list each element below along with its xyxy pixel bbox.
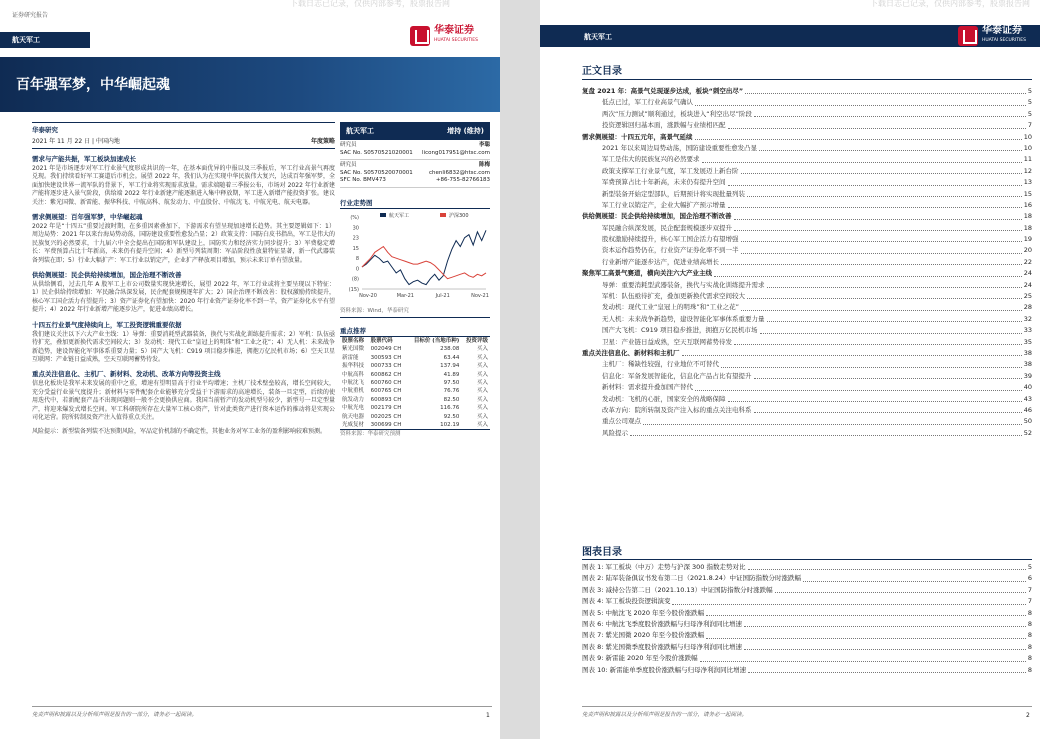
analyst-list (340, 140, 490, 188)
table-cell: 600760 CH (370, 380, 402, 387)
table-header-cell: 股票代码 (370, 338, 393, 344)
toc-page: 35 (1023, 337, 1032, 346)
legend-label: 航天军工 (389, 212, 410, 219)
toc-page: 10 (1023, 143, 1032, 152)
stock-source: 资料来源：华泰研究预测 (340, 429, 490, 439)
toc-entry (582, 302, 1032, 313)
toc-page: 12 (1023, 166, 1032, 175)
toc-label: 2021 年以来周边局势动荡，国防建设重要性愈发凸显 (602, 143, 758, 152)
table-row (340, 396, 490, 404)
toc-page: 16 (1023, 200, 1032, 209)
toc-entry (582, 325, 1032, 336)
toc-label: 发动机：飞机的心脏，国家安全的战略保障 (602, 394, 726, 403)
toc-page: 5 (1027, 109, 1032, 118)
toc-page: 18 (1023, 223, 1032, 232)
toc-entry (582, 291, 1032, 302)
figure-page: 8 (1027, 654, 1032, 663)
table-cell: 买入 (476, 413, 488, 420)
legend-swatch (380, 213, 386, 217)
toc-page: 5 (1027, 98, 1032, 107)
footer-disclaimer: 免责声明和披露以及分析师声明是报告的一部分，请务必一起阅读。 (582, 712, 748, 718)
figure-label: 图表 6: 中航沈飞季度股价涨跌幅与归母净利润同比增速 (582, 619, 742, 628)
toc-label: 投资逻辑回归基本面，涨跌幅与业绩相匹配 (602, 121, 726, 130)
page-number: 2 (1026, 712, 1030, 719)
analyst-sac: SAC No. S0570520070001 (340, 169, 413, 176)
section-heading: 需求侧展望：百年强军梦，中华崛起魂 (32, 213, 143, 222)
table-cell: 600862 CH (370, 371, 402, 378)
toc-page: 19 (1023, 235, 1032, 244)
toc-label: 导弹：重要消耗型武器装备，换代与实战化训练提升需求 (602, 280, 765, 289)
x-tick-label: Nov-20 (359, 292, 377, 299)
analyst-sfc-row (340, 177, 490, 185)
analyst-name: 陈梅 (478, 162, 490, 168)
rating-value: 增持 (维持) (447, 127, 484, 135)
rating-industry: 航天军工 (346, 127, 374, 135)
x-tick-label: Nov-21 (471, 292, 489, 299)
toc-page: 22 (1023, 257, 1032, 266)
title-banner (0, 57, 500, 112)
watermark: 下载日志已记录，仅供内部参考，股票报告网 (290, 0, 450, 8)
toc-page: 33 (1023, 326, 1032, 335)
toc-label: 主机厂：稀缺性较强，行业地位不可替代 (602, 360, 719, 369)
brand-logo (410, 26, 478, 46)
summary-sections (32, 154, 335, 422)
table-cell: 买入 (476, 363, 488, 370)
table-cell: 买入 (476, 405, 488, 412)
figure-page: 6 (1027, 574, 1032, 583)
table-cell: 63.44 (443, 354, 460, 361)
series-line-0 (362, 230, 486, 284)
toc-entry (582, 109, 1032, 120)
toc-page: 38 (1023, 348, 1032, 357)
toc-page: 39 (1023, 371, 1032, 380)
toc-entry (582, 120, 1032, 131)
table-cell: 600893 CH (370, 396, 402, 403)
toc-entry (582, 348, 1032, 359)
table-cell: 买入 (476, 346, 488, 353)
logo-en: HUATAI SECURITIES (434, 38, 479, 43)
watermark: 下载日志已记录，仅供内部参考，股票报告网 (870, 0, 1030, 8)
top-label: 证券研究报告 (12, 12, 49, 19)
table-cell: 102.19 (440, 422, 460, 429)
toc-label: 聚焦军工高景气赛道，横向关注六大产业主线 (582, 269, 712, 278)
section-heading: 需求与产能共振，军工板块加速成长 (32, 155, 136, 163)
toc-entry (582, 211, 1032, 222)
figure-page: 8 (1027, 665, 1032, 674)
table-of-contents (582, 86, 1032, 439)
toc-label: 国产大飞机：C919 项目稳步推进，拥抱万亿民机市场 (602, 326, 758, 335)
figure-entry (582, 665, 1032, 676)
date-region: 2021 年 11 月 22 日 | 中国内地 (32, 138, 120, 145)
toc-label: 低点已过，军工行业高景气确认 (602, 98, 693, 107)
industry-tag: 航天军工 (0, 32, 90, 48)
toc-label: 信息化：军备发展智能化，信息化产品占比有望提升 (602, 371, 752, 380)
report-page-2 (540, 0, 1040, 739)
table-cell: 光威复材 (342, 422, 365, 429)
table-cell: 300593 CH (370, 354, 402, 361)
toc-entry (582, 154, 1032, 165)
table-cell: 600765 CH (370, 388, 402, 395)
toc-label: 重点公司观点 (602, 417, 641, 426)
header-bar (540, 25, 1040, 47)
toc-page: 10 (1023, 132, 1032, 141)
analyst-phone: +86-755-82766183 (435, 177, 490, 183)
figure-entry (582, 596, 1032, 607)
legend-swatch (440, 213, 446, 217)
toc-entry (582, 166, 1032, 177)
toc-label: 新材料：需求提升叠加国产替代 (602, 383, 693, 392)
table-cell: 买入 (476, 371, 488, 378)
table-cell: 002049 CH (370, 346, 402, 353)
table-cell: 002025 CH (370, 413, 402, 420)
figure-list (582, 562, 1032, 676)
brand-logo (958, 26, 1026, 46)
figure-label: 图表 7: 紫光国微 2020 年至今股价涨跌幅 (582, 631, 705, 640)
toc-page: 11 (1023, 155, 1032, 164)
figure-page: 8 (1027, 631, 1032, 640)
analyst-sac-row (340, 150, 490, 158)
analyst-role-row (340, 142, 490, 150)
stock-table-title: 重点推荐 (340, 326, 490, 337)
table-cell: 238.08 (440, 346, 460, 353)
table-cell: 000733 CH (370, 363, 402, 370)
legend-label: 沪深300 (449, 212, 469, 219)
figs-title: 图表目录 (582, 547, 622, 558)
logo-cn: 华泰证券 (982, 25, 1022, 36)
table-cell: 中航高科 (342, 371, 365, 378)
logo-mark-icon (410, 26, 430, 46)
toc-entry (582, 359, 1032, 370)
toc-entry (582, 257, 1032, 268)
toc-page: 46 (1023, 405, 1032, 414)
toc-label: 军工行业以销定产，企业大幅扩产预示增量 (602, 200, 726, 209)
series-line-1 (362, 246, 486, 278)
figure-label: 图表 3: 减持公告第二日（2021.10.13）中证国防指数分时涨跌幅 (582, 585, 773, 594)
analyst-sac: SAC No. S0570521020001 (340, 149, 413, 156)
figure-page: 8 (1027, 619, 1032, 628)
toc-label: 重点关注信息化、新材料和主机厂 (582, 348, 680, 357)
table-cell: 紫光国微 (342, 346, 365, 353)
footer-disclaimer: 免责声明和披露以及分析师声明是报告的一部分，请务必一起阅读。 (32, 712, 198, 718)
figure-label: 图表 4: 军工板块投资逻辑演变 (582, 597, 671, 606)
research-label: 华泰研究 (32, 126, 58, 134)
toc-page: 5 (1027, 86, 1032, 95)
table-cell: 振华科技 (342, 363, 365, 370)
analyst-sfc: SFC No. BMV473 (340, 177, 386, 183)
rating-box (340, 122, 490, 140)
report-page-1 (0, 0, 500, 739)
toc-label: 发动机：现代工业“皇冠上的明珠”和“工业之花” (602, 303, 739, 312)
toc-entry (582, 428, 1032, 439)
toc-page: 18 (1023, 212, 1032, 221)
toc-label: 行业新增产能逐步达产，促进业绩高增长 (602, 257, 719, 266)
toc-label: 无人机：未来战争新趋势，建设智能化军事体系重要力量 (602, 314, 765, 323)
toc-label: 需求侧展望：十四五元年，高景气延续 (582, 132, 693, 141)
toc-page: 7 (1027, 121, 1032, 130)
figure-entry (582, 608, 1032, 619)
table-cell: 新雷能 (342, 354, 359, 361)
toc-entry (582, 371, 1032, 382)
table-header-cell: 目标价 (当地币种) (413, 338, 460, 344)
figure-entry (582, 562, 1032, 573)
toc-label: 政策支撑军工行业景气度，军工发展迈上新台阶 (602, 166, 739, 175)
table-cell: 买入 (476, 380, 488, 387)
toc-page: 20 (1023, 246, 1032, 255)
table-row (340, 354, 490, 362)
toc-entry (582, 394, 1032, 405)
table-cell: 买入 (476, 354, 488, 361)
figure-label: 图表 1: 军工板块（中万）走势与沪深 300 指数走势对比 (582, 562, 746, 571)
toc-entry (582, 97, 1032, 108)
table-cell: 002179 CH (370, 405, 402, 412)
toc-entry (582, 416, 1032, 427)
figure-entry (582, 642, 1032, 653)
y-tick-label: 23 (352, 235, 359, 242)
toc-entry (582, 143, 1032, 154)
toc-page: 24 (1023, 269, 1032, 278)
figure-label: 图表 10: 新雷能单季度股价涨跌幅与归母净利润同比增速 (582, 665, 747, 674)
figure-entry (582, 630, 1032, 641)
table-row (340, 421, 490, 429)
table-cell: 买入 (476, 388, 488, 395)
analyst-block (340, 160, 490, 188)
figure-page: 8 (1027, 642, 1032, 651)
table-header-row (340, 337, 490, 345)
logo-mark-icon (958, 26, 978, 46)
table-cell: 中航光电 (342, 405, 365, 412)
table-cell: 买入 (476, 422, 488, 429)
table-row (340, 413, 490, 421)
risk-warning: 风险提示：新型装备列装不达预期风险，军品定价机制的不确定性，其他业务对军工业务的盈利影响较难预测。 (32, 428, 327, 436)
page-number: 1 (486, 712, 490, 719)
toc-entry (582, 405, 1032, 416)
figure-entry (582, 585, 1032, 596)
figure-page: 7 (1027, 585, 1032, 594)
table-row (340, 362, 490, 370)
x-tick-label: Mar-21 (396, 292, 414, 299)
analyst-role: 研究员 (340, 162, 357, 168)
section-heading: 重点关注信息化、主机厂、新材料、发动机、改革方向等投资主线 (32, 370, 221, 379)
toc-page: 43 (1023, 394, 1032, 403)
figure-entry (582, 653, 1032, 664)
figure-page: 8 (1027, 608, 1032, 617)
table-cell: 300699 CH (370, 422, 402, 429)
main-column (32, 122, 335, 437)
figure-page: 5 (1027, 562, 1032, 571)
logo-en: HUATAI SECURITIES (982, 38, 1027, 43)
analyst-role-row (340, 162, 490, 170)
toc-page: 52 (1023, 428, 1032, 437)
toc-entry (582, 132, 1032, 143)
analyst-role: 研究员 (340, 142, 357, 148)
table-row (340, 404, 490, 412)
toc-page: 13 (1023, 178, 1032, 187)
toc-page: 25 (1023, 292, 1032, 301)
figure-label: 图表 2: 陆军装备俱议书发布第二日（2021.8.24）中证国防指数分时涨跌幅 (582, 574, 802, 583)
industry-tag: 航天军工 (584, 33, 612, 41)
table-row (340, 387, 490, 395)
analyst-email: chenli6832@htsc.com (429, 169, 490, 176)
toc-entry (582, 280, 1032, 291)
y-tick-label: 8 (355, 255, 359, 262)
analyst-email: licong017951@htsc.com (422, 149, 490, 156)
toc-entry (582, 314, 1032, 325)
recommend-table (340, 337, 490, 429)
analyst-name: 李聪 (478, 142, 490, 148)
section-body: 从供给侧看，过去几年 A 股军工上市公司数量实现快速增长，展望 2022 年，军工行业或将主要呈现以下特征：1）民企供给持续增加：军民融合纵深发展，民企配套规模逐年扩大；2）国企治理不断改善：股权激励持续提升，核心军工国企活力有望提升；3）资产证券化有望加快：2020 年行业资产证券化率不到一半，资产证券化水平有望提升；4）2022 年行业新增产能逐步达产，促进业绩高增长。 (32, 281, 335, 314)
table-cell: 137.94 (440, 363, 460, 370)
figure-label: 图表 8: 紫光国微季度股价涨跌幅与归母净利润同比增速 (582, 642, 742, 651)
table-cell: 97.50 (443, 380, 460, 387)
toc-entry (582, 268, 1032, 279)
toc-label: 供给侧展望：民企供给持续增加，国企治理不断改善 (582, 212, 732, 221)
toc-entry (582, 337, 1032, 348)
table-cell: 116.76 (440, 405, 460, 412)
toc-entry (582, 200, 1032, 211)
toc-page: 24 (1023, 280, 1032, 289)
table-header-cell: 投资评级 (465, 338, 488, 344)
toc-entry (582, 177, 1032, 188)
toc-entry (582, 189, 1032, 200)
sidebar (340, 122, 490, 439)
toc-label: 卫星：产业链日益成熟，空天互联网蓄势待发 (602, 337, 732, 346)
toc-entry (582, 234, 1032, 245)
section-body: 信息化板块是我军未来发展的重中之重，增速有望明显高于行业平均增速；主机厂技术壁垒较高，增长空间较大，充分受益行业景气度提升；新材料与零件配套企业能够充分受益于下游需求的高速增长，装备一旦定型，后续的使用迭代中，若新配套产品不出现问题则一般不会更换供应商。我国当前暂产的发动机型号较少，新型号一旦定型量产，将迎来爆发式增长空间。军工科研院所存在大量军工核心资产，针对此类资产进行资本运作的推动将是实现公司化运营。院所转制及资产注入值得重点关注。 (32, 380, 335, 421)
report-type: 年度策略 (310, 138, 335, 145)
toc-label: 军民融合纵深发展，民企配套规模逐步双提升 (602, 223, 732, 232)
table-cell: 41.89 (443, 371, 460, 378)
figure-entry (582, 619, 1032, 630)
y-tick-label: 15 (352, 245, 359, 252)
perf-source: 资料来源：Wind，华泰研究 (340, 308, 490, 319)
toc-label: 新型装备开始定型部队，后期预计将实现批量列装 (602, 189, 745, 198)
y-tick-label: (%) (350, 214, 359, 221)
toc-label: 资本运作趋势仍在，行业资产证券化率不到一半 (602, 246, 739, 255)
table-cell: 82.50 (443, 396, 460, 403)
table-cell: 买入 (476, 396, 488, 403)
toc-title: 正文目录 (582, 66, 622, 77)
toc-entry (582, 223, 1032, 234)
analyst-block (340, 140, 490, 160)
toc-page: 15 (1023, 189, 1032, 198)
toc-page: 50 (1023, 417, 1032, 426)
table-row (340, 345, 490, 353)
figure-page: 7 (1027, 597, 1032, 606)
y-tick-label: (8) (351, 276, 359, 283)
toc-entry (582, 382, 1032, 393)
toc-page: 32 (1023, 314, 1032, 323)
table-cell: 76.76 (443, 388, 460, 395)
toc-page: 40 (1023, 383, 1032, 392)
toc-page: 28 (1023, 303, 1032, 312)
y-tick-label: (15) (348, 286, 359, 293)
toc-label: 风险提示 (602, 428, 628, 437)
toc-page: 38 (1023, 360, 1032, 369)
logo-cn: 华泰证券 (434, 25, 474, 36)
industry-performance-chart (340, 209, 490, 304)
table-cell: 中航沈飞 (342, 380, 365, 387)
table-cell: 中航重机 (342, 388, 365, 395)
section-body: 2022 年是“十四五”重要过渡时期，在多重因素叠加下，下游需求有望呈现加速增长趋势。其主要逻辑如下：1）周边局势：2021 年以来台海局势动荡，国防建设重要性愈发凸显；2）政策支持：国防白皮书指出，军工是伟大的民族复兴的必然要求，十九届六中全会提出在国防和军队建设上，国防实力和经济实力同步提升；3）军费稳定增长：军费预算占比十年新高，未来仍有提升空间；4）新型号列装周期：军品阶段性放量特征显著，新一代武器装备列装在即；5）行业大幅扩产：军工行业以销定产，企业扩产释放项目增加，预示未来订单有望放量。 (32, 223, 335, 264)
analyst-sac-row (340, 170, 490, 178)
toc-label: 军机：队伍亟待扩充，叠加更新换代需求空间较大 (602, 292, 745, 301)
table-cell: 航发动力 (342, 396, 365, 403)
table-row (340, 371, 490, 379)
table-header-cell: 股票名称 (342, 338, 365, 344)
toc-label: 改革方向：院所转制及资产注入标的重点关注电科系 (602, 405, 752, 414)
toc-label: 军工是伟大的民族复兴的必然要求 (602, 155, 700, 164)
table-row (340, 379, 490, 387)
toc-entry (582, 245, 1032, 256)
figure-label: 图表 9: 新雷能 2020 年至今股价涨跌幅 (582, 654, 698, 663)
figure-entry (582, 573, 1032, 584)
section-body: 我们建议关注以下六大产业主线：1）导弹：重要消耗型武器装备，换代与实战化训练提升需求；2）军机：队伍亟待扩充，叠加更新换代需求空间较大；3）发动机：现代工业“皇冠上的明珠”和“工业之花”；4）无人机：未来战争新趋势，建设智能化军事体系重要力量；5）国产大飞机：C919 项目稳步推进，拥抱万亿民机市场；6）空天卫星互联网：产业链日益成熟，空天互联网蓄势待发。 (32, 330, 335, 363)
y-tick-label: 30 (352, 224, 359, 231)
table-cell: 92.50 (443, 413, 460, 420)
toc-label: 两次“压力测试”顺利通过，板块进入“利空出尽”阶段 (602, 109, 752, 118)
y-tick-label: 0 (355, 265, 359, 272)
toc-label: 复盘 2021 年：高景气兑现逐步达成，板块“刺空出尽” (582, 86, 744, 95)
section-body: 2021 年是市场逐步对军工行业景气度形成共识的一年，在基本面优异的中报以及三季报后，军工行业高景气再度兑现。我们持续看好军工赛道后市机会。展望 2022 年，我们认为在实现中华民族伟大复兴，达成百年强军梦，全面加快建设世界一流军队的背景下，军工行业将实现需求放量。需求端随着三季报公布，市场对 2022 年行业新建产能将逐步进入景气阶段，供给端 2022 年行业新建产能逐渐进入集中释放期，军工进入新增产能投资扩张。建议关注：紫光国微、新雷能、振华科技、中航高科、航发动力、中直股份、中航沈飞、中航光电、航天电器。 (32, 165, 335, 206)
table-cell: 航天电器 (342, 413, 365, 420)
x-tick-label: Jul-21 (435, 292, 450, 299)
section-heading: 十四五行业景气度持续向上，军工投资逻辑重要依据 (32, 320, 182, 329)
perf-title: 行业走势图 (340, 198, 490, 209)
toc-entry (582, 86, 1032, 97)
toc-label: 军费预算占比十年新高，未来仍有提升空间 (602, 178, 726, 187)
report-title: 百年强军梦，中华崛起魂 (16, 77, 170, 93)
figure-label: 图表 5: 中航沈飞 2020 年至今股价涨跌幅 (582, 608, 705, 617)
section-heading: 供给侧展望：民企供给持续增加，国企治理不断改善 (32, 271, 182, 280)
toc-label: 股权激励持续提升，核心军工国企活力有望增强 (602, 235, 739, 244)
